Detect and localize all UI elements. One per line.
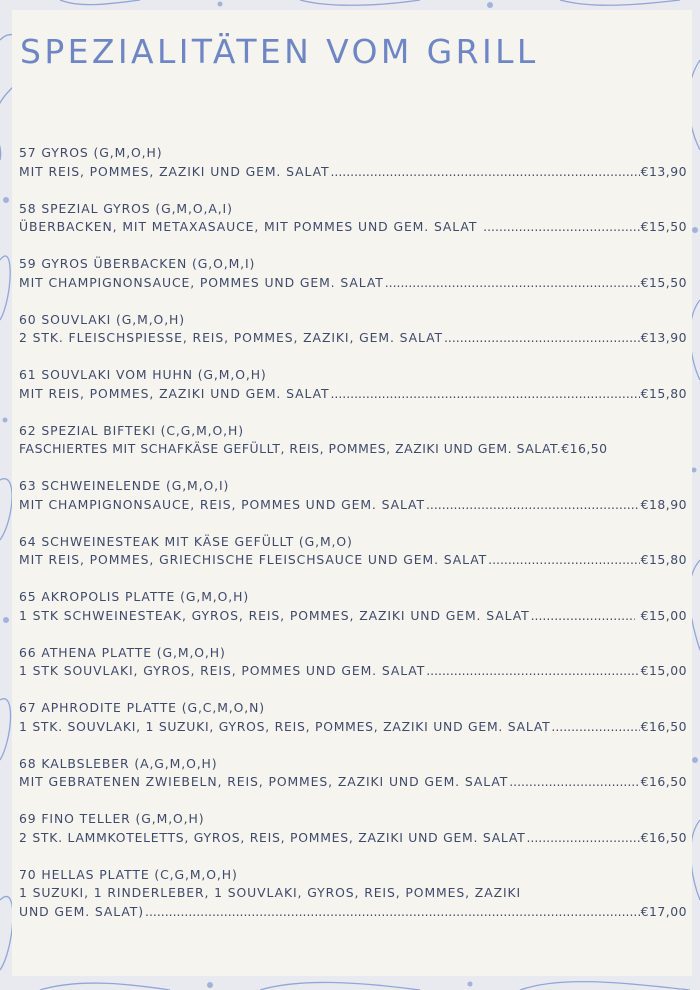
menu-item-description: 1 STK SCHWEINESTEAK, GYROS, REIS, POMMES, ZAZIKI UND GEM. SALAT	[19, 607, 530, 623]
menu-item-description: MIT GEBRATENEN ZWIEBELN, REIS, POMMES, ZAZIKI UND GEM. SALAT	[19, 774, 509, 789]
menu-item-name: 65 AKROPOLIS PLATTE (G,M,O,H)	[19, 589, 250, 604]
menu-item	[19, 144, 691, 200]
menu-item-name: 62 SPEZIAL BIFTEKI (C,G,M,O,H)	[19, 422, 244, 438]
menu-card	[12, 10, 692, 976]
dot-leader	[330, 385, 639, 404]
dot-leader	[444, 329, 640, 348]
menu-item-detail	[19, 773, 687, 792]
menu-item-price: €15,50	[640, 219, 687, 234]
menu-item-detail	[19, 607, 687, 626]
menu-item-detail	[19, 551, 687, 570]
menu-item-description-line: 1 SUZUKI, 1 RINDERLEBER, 1 SOUVLAKI, GYROS, REIS, POMMES, ZAZIKI	[19, 885, 522, 900]
menu-item	[19, 477, 691, 533]
menu-item	[19, 699, 691, 755]
menu-item-name: 66 ATHENA PLATTE (G,M,O,H)	[19, 644, 226, 660]
menu-item	[19, 255, 691, 311]
menu-item-name: 68 KALBSLEBER (A,G,M,O,H)	[19, 755, 218, 771]
menu-item-price: €16,50	[640, 829, 687, 845]
menu-item-description: 2 STK. FLEISCHSPIESSE, REIS, POMMES, ZAZIKI, GEM. SALAT	[19, 330, 443, 345]
menu-item	[19, 755, 691, 811]
menu-item-name: 64 SCHWEINESTEAK MIT KÄSE GEFÜLLT (G,M,O)	[19, 533, 353, 549]
dot-leader	[426, 662, 639, 681]
menu-item-price: €15,00	[636, 607, 687, 623]
menu-item-description: MIT REIS, POMMES, ZAZIKI UND GEM. SALAT	[19, 385, 330, 401]
menu-item-name: 70 HELLAS PLATTE (C,G,M,O,H)	[19, 866, 238, 882]
menu-item-name: 61 SOUVLAKI VOM HUHN (G,M,O,H)	[19, 367, 267, 382]
menu-item-price: €17,00	[640, 903, 687, 919]
menu-item-detail	[19, 903, 687, 922]
menu-item-description: MIT REIS, POMMES, ZAZIKI UND GEM. SALAT	[19, 163, 330, 179]
menu-item-description: ÜBERBACKEN, MIT METAXASAUCE, MIT POMMES UND GEM. SALAT	[19, 219, 483, 234]
menu-item-price: €15,80	[640, 385, 687, 401]
menu-item	[19, 533, 691, 589]
menu-item-detail	[19, 496, 687, 515]
dot-leader	[426, 496, 640, 515]
menu-item	[19, 200, 691, 256]
menu-item	[19, 866, 691, 940]
dot-leader	[330, 163, 639, 182]
menu-item-name: 60 SOUVLAKI (G,M,O,H)	[19, 311, 185, 327]
menu-item	[19, 644, 691, 700]
menu-item-detail	[19, 829, 687, 848]
dot-leader	[385, 274, 640, 293]
menu-item-detail	[19, 440, 687, 459]
dot-leader	[551, 718, 639, 737]
menu-item-detail	[19, 662, 687, 681]
menu-item-detail	[19, 385, 687, 404]
page-title: SPEZIALITÄTEN VOM GRILL	[20, 32, 539, 71]
dot-leader	[483, 218, 640, 237]
menu-item-price: €16,50	[640, 718, 687, 734]
menu-item-detail	[19, 163, 687, 182]
menu-item-description: FASCHIERTES MIT SCHAFKÄSE GEFÜLLT, REIS, POMMES, ZAZIKI UND GEM. SALAT.	[19, 441, 562, 456]
menu-item-price: €13,90	[640, 163, 687, 179]
menu-item-description: 2 STK. LAMMKOTELETTS, GYROS, REIS, POMMES, ZAZIKI UND GEM. SALAT	[19, 829, 526, 845]
menu-item-name: 59 GYROS ÜBERBACKEN (G,O,M,I)	[19, 256, 256, 271]
menu-item-name: 63 SCHWEINELENDE (G,M,O,I)	[19, 478, 230, 493]
menu-item-price: €16,50	[640, 774, 687, 789]
menu-item-name: 58 SPEZIAL GYROS (G,M,O,A,I)	[19, 200, 233, 216]
dot-leader	[531, 607, 636, 626]
menu-item	[19, 810, 691, 866]
menu-item-detail	[19, 329, 687, 348]
menu-item-detail	[19, 274, 687, 293]
menu-item-name: 67 APHRODITE PLATTE (G,C,M,O,N)	[19, 700, 266, 715]
dot-leader	[488, 551, 639, 570]
menu-item-description: MIT CHAMPIGNONSAUCE, POMMES UND GEM. SALAT	[19, 274, 384, 290]
menu-item-description: 1 STK. SOUVLAKI, 1 SUZUKI, GYROS, REIS, POMMES, ZAZIKI UND GEM. SALAT	[19, 718, 551, 734]
menu-item-price: €15,50	[640, 274, 687, 290]
menu-item-description: MIT CHAMPIGNONSAUCE, REIS, POMMES UND GEM. SALAT	[19, 496, 425, 512]
menu-item-price: €16,50	[561, 441, 608, 456]
menu-item-detail	[19, 218, 687, 237]
menu-item	[19, 366, 691, 422]
menu-item-price: €15,00	[640, 663, 687, 678]
menu-item-list	[19, 144, 691, 940]
menu-item-name: 57 GYROS (G,M,O,H)	[19, 145, 163, 160]
menu-item-description: UND GEM. SALAT)	[19, 903, 144, 919]
menu-item-description: MIT REIS, POMMES, GRIECHISCHE FLEISCHSAUCE UND GEM. SALAT	[19, 552, 488, 567]
menu-item-price: €13,90	[640, 330, 687, 345]
menu-item-price: €18,90	[640, 496, 687, 512]
menu-item-detail	[19, 718, 687, 737]
menu-item	[19, 588, 691, 644]
menu-item-price: €15,80	[640, 552, 687, 567]
menu-item	[19, 311, 691, 367]
dot-leader	[145, 903, 640, 922]
dot-leader	[509, 773, 639, 792]
menu-item-description: 1 STK SOUVLAKI, GYROS, REIS, POMMES UND GEM. SALAT	[19, 663, 426, 678]
dot-leader	[526, 829, 639, 848]
menu-item-name: 69 FINO TELLER (G,M,O,H)	[19, 811, 205, 826]
menu-item	[19, 422, 691, 478]
